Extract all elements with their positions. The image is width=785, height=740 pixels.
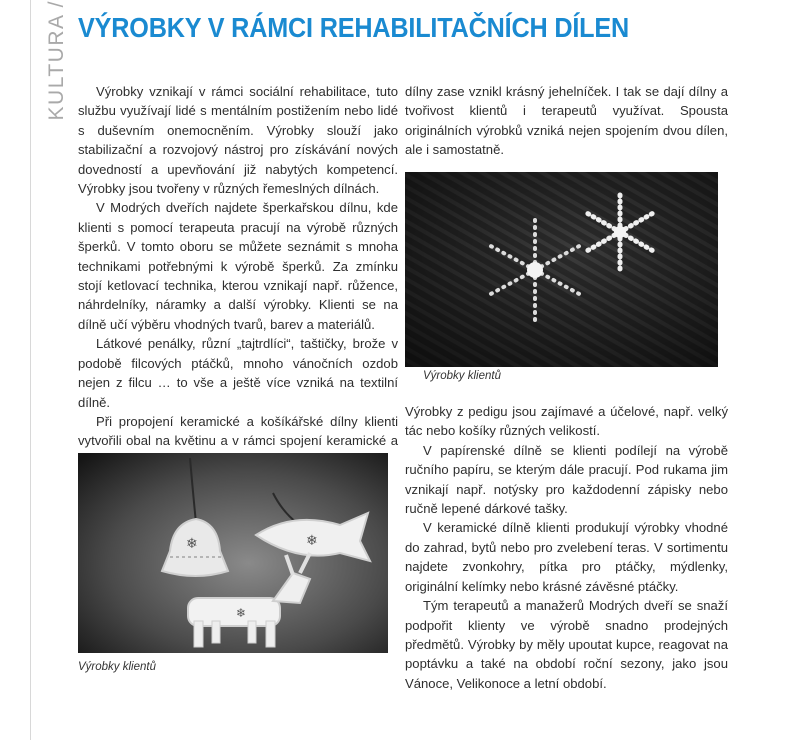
right-figure-caption: Výrobky klientů	[423, 369, 501, 382]
photo-beaded-snowflakes	[405, 172, 718, 367]
left-paragraph-4: Při propojení keramické a košíkářské dílny klienti vytvořili obal na květinu a v rámci spojení keramické a	[78, 413, 398, 449]
left-paragraph-3: Látkové penálky, různí „tajtrdlíci“, taštičky, brože v podobě filcových ptáčků, mnoho vánočních ozdob nejen z filcu … to vše a ještě více vzniká na textilní dílně.	[78, 336, 398, 410]
right-paragraph-3: V keramické dílně klienti produkují výrobky vhodné do zahrad, bytů nebo pro zvelebení teras. V sortimentu najdete zvonkohry, pítka pro ptáčky, mýdlenky, originální kelímky nebo krásné závěsné ptáčky.	[405, 520, 728, 594]
right-paragraph-2: V papírenské dílně se klienti podílejí na výrobě ručního papíru, se kterým dále pracují. Pod rukama jim vznikají např. notýsky pro každodenní zápisky nebo ručně lepené dárkové tašky.	[405, 442, 728, 517]
figure-felt-ornaments	[78, 453, 388, 673]
page-spine	[0, 0, 31, 740]
right-column	[405, 82, 728, 693]
left-column	[78, 82, 398, 470]
section-label: KULTURA /	[45, 0, 68, 121]
right-lead-paragraph: dílny zase vznikl krásný jehelníček. I tak se dají dílny a tvořivost klientů i terapeutů využívat. Spousta originálních výrobků vzniká nejen spojením dvou dílen, ale i samostatně.	[405, 84, 728, 158]
photo-felt-ornaments	[78, 453, 388, 653]
right-paragraph-4: Tým terapeutů a manažerů Modrých dveří se snaží podpořit klienty ve výrobě snadno prodejných předmětů. Výrobky by měly upoutat kupce, reagovat na poptávku a také na období roční sezony, jako jsou Vánoce, Velikonoce a letní období.	[405, 598, 728, 691]
left-paragraph-1: Výrobky vznikají v rámci sociální rehabilitace, tuto službu využívají lidé s mentálním postižením nebo lidé s duševním onemocněním. Výrobky slouží jako stabilizační a rozvojový nástroj pro získávání nových dovedností a upevňování již nabytých kompetencí. Výrobky jsou tvořeny v různých řemeslných dílnách.	[78, 84, 398, 197]
figure-beaded-snowflakes	[405, 172, 728, 386]
article-title: VÝROBKY V RÁMCI REHABILITAČNÍCH DÍLEN	[78, 12, 630, 43]
left-paragraph-2: V Modrých dveřích najdete šperkařskou dílnu, kde klienti s pomocí terapeuta pracují na výrobě různých šperků. V tomto oboru se můžete seznámit s mnoha technikami potřebnými k výrobě šperků. Za zmínku stojí ketlovací technika, kterou vznikají např. růžence, náhrdelníky, náramky a další výrobky. Klienti se na dílně učí výběru vhodných tvarů, barev a materiálů.	[78, 200, 398, 332]
svg-text:❄: ❄	[186, 536, 198, 552]
left-figure-caption: Výrobky klientů	[78, 661, 156, 673]
svg-text:❄: ❄	[236, 606, 247, 620]
right-paragraph-1: Výrobky z pedigu jsou zajímavé a účelové, např. velký tác nebo košíky různých velikostí.	[405, 404, 728, 439]
svg-text:❄: ❄	[306, 533, 318, 549]
